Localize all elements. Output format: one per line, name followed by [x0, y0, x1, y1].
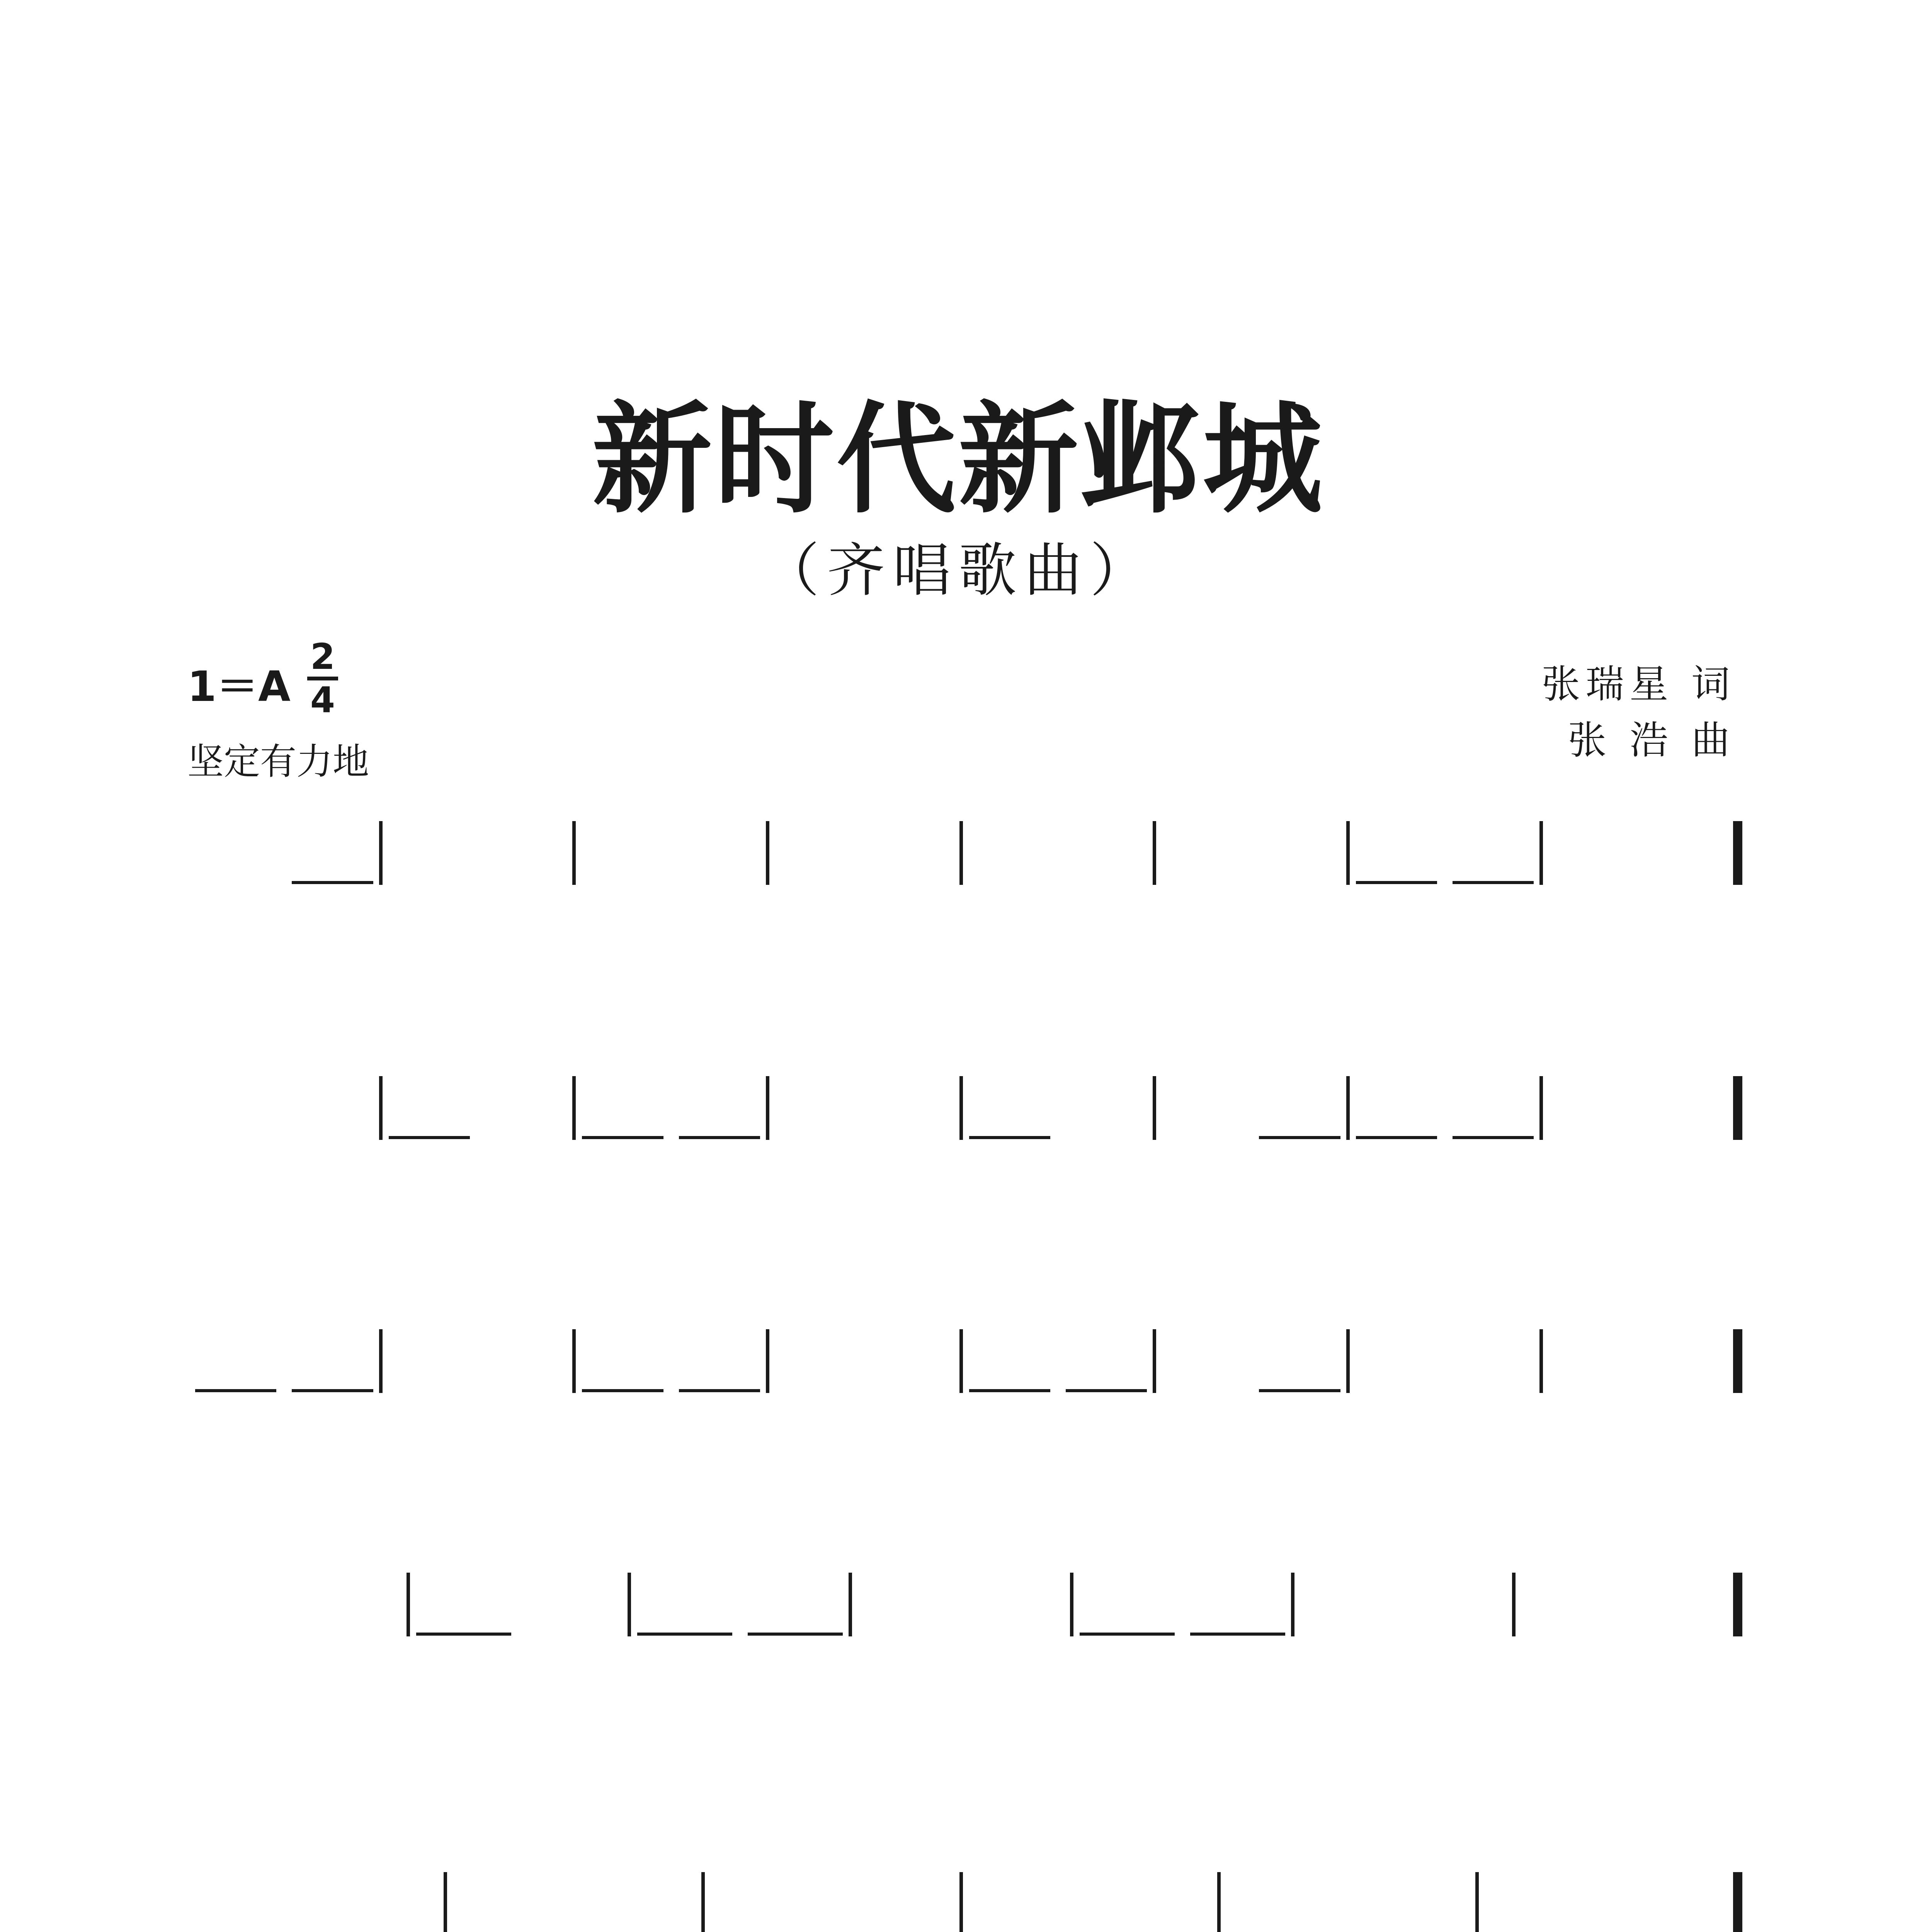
barline [628, 1573, 631, 1636]
beam-underline [292, 1389, 373, 1392]
barline [1539, 821, 1543, 885]
barline [849, 1573, 852, 1636]
beam-underline [582, 1389, 663, 1392]
beam-underline [679, 1136, 760, 1139]
barline [1539, 1329, 1543, 1393]
beam-underline [1356, 1136, 1437, 1139]
beam-underline [1190, 1633, 1285, 1636]
barline [572, 821, 576, 885]
barline [959, 821, 963, 885]
beam-underline [1259, 1389, 1340, 1392]
barline [1217, 1872, 1221, 1932]
beam-underline [969, 1136, 1050, 1139]
barline [1153, 1076, 1156, 1140]
barline [1733, 1573, 1742, 1636]
barline [766, 821, 769, 885]
barline [407, 1573, 410, 1636]
beam-underline [1259, 1136, 1340, 1139]
barline [1346, 821, 1350, 885]
barline [1346, 1329, 1350, 1393]
barline [1346, 1076, 1350, 1140]
beam-underline [389, 1136, 470, 1139]
beam-underline [1453, 1136, 1534, 1139]
barline [572, 1329, 576, 1393]
beam-underline [195, 1389, 276, 1392]
beam-underline [637, 1633, 732, 1636]
barline [766, 1076, 769, 1140]
time-top: 2 [310, 636, 335, 677]
barline [572, 1076, 576, 1140]
barline [1733, 1076, 1742, 1140]
beam-underline [1080, 1633, 1175, 1636]
lyricist-credit: 张瑞星 词 [1541, 662, 1735, 707]
barline [959, 1076, 963, 1140]
song-subtitle: （齐唱歌曲） [761, 537, 1156, 604]
barline [379, 1329, 383, 1393]
beam-underline [679, 1389, 760, 1392]
barline [379, 821, 383, 885]
barline [1733, 1329, 1742, 1393]
barline [766, 1329, 769, 1393]
barline [1070, 1573, 1073, 1636]
beam-underline [1453, 881, 1534, 884]
barline [1733, 1872, 1742, 1932]
barline [1153, 1329, 1156, 1393]
barline [1733, 821, 1742, 885]
beam-underline [1066, 1389, 1147, 1392]
beam-underline [969, 1389, 1050, 1392]
key-signature: 1＝A [187, 663, 291, 711]
beam-underline [292, 881, 373, 884]
beam-underline [582, 1136, 663, 1139]
beam-underline [1356, 881, 1437, 884]
barline [1475, 1872, 1479, 1932]
beam-underline [748, 1633, 843, 1636]
barline [379, 1076, 383, 1140]
beam-underline [416, 1633, 511, 1636]
barline [444, 1872, 447, 1932]
time-bottom: 4 [310, 679, 335, 721]
barline [1539, 1076, 1543, 1140]
tempo-marking: 坚定有力地 [187, 741, 369, 783]
time-signature [307, 636, 338, 721]
barline [1153, 821, 1156, 885]
barline [1512, 1573, 1516, 1636]
song-title: 新时代新邺城 [592, 389, 1325, 530]
barline [1291, 1573, 1294, 1636]
barline [701, 1872, 705, 1932]
barline [959, 1872, 963, 1932]
composer-credit: 张 浩 曲 [1568, 718, 1735, 763]
barline [959, 1329, 963, 1393]
